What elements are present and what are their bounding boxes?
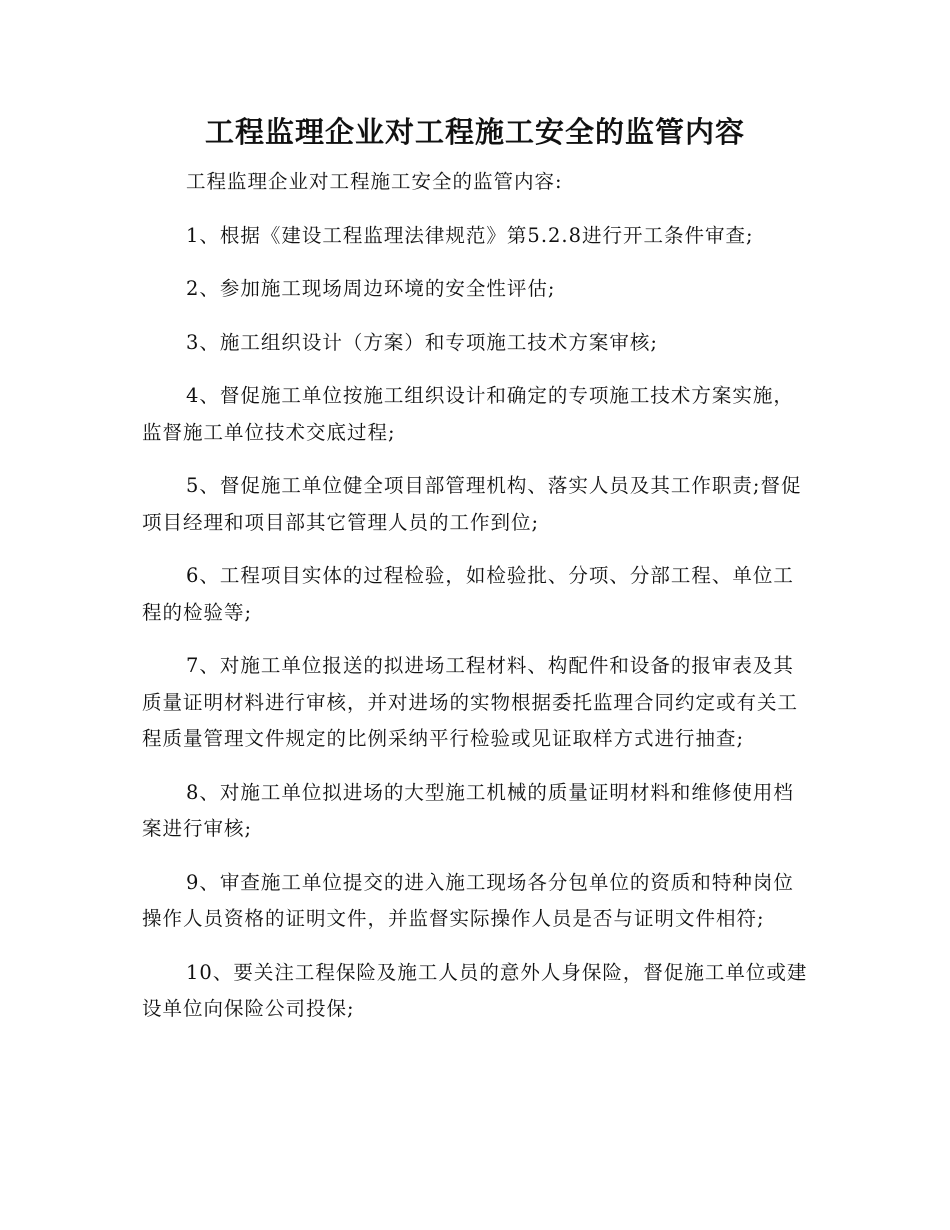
paragraph-item-5: 5、督促施工单位健全项目部管理机构、落实人员及其工作职责;督促项目经理和项目部其它管理人员的工作到位; [142,474,802,534]
paragraph-intro: 工程监理企业对工程施工安全的监管内容: [186,170,563,193]
paragraph-item-6: 6、工程项目实体的过程检验，如检验批、分项、分部工程、单位工程的检验等; [142,564,794,624]
paragraph-item-10: 10、要关注工程保险及施工人员的意外人身保险，督促施工单位或建设单位向保险公司投保; [142,960,808,1020]
paragraph-item-2: 2、参加施工现场周边环境的安全性评估; [186,277,556,300]
paragraph-item-8: 8、对施工单位拟进场的大型施工机械的质量证明材料和维修使用档案进行审核; [142,780,794,840]
document-title: 工程监理企业对工程施工安全的监管内容 [204,115,745,149]
paragraph-item-3: 3、施工组织设计（方案）和专项施工技术方案审核; [186,330,658,354]
paragraph-item-1: 1、根据《建设工程监理法律规范》第5.2.8进行开工条件审查; [186,223,754,247]
paragraph-item-7: 7、对施工单位报送的拟进场工程材料、构配件和设备的报审表及其质量证明材料进行审核，并对进场的实物根据委托监理合同约定或有关工程质量管理文件规定的比例采纳平行检验或见证取样方式进行抽查; [142,654,799,750]
paragraph-item-4: 4、督促施工单位按施工组织设计和确定的专项施工技术方案实施，监督施工单位技术交底过程; [142,384,794,444]
document-body [142,164,810,1045]
paragraph-item-9: 9、审查施工单位提交的进入施工现场各分包单位的资质和特种岗位操作人员资格的证明文件，并监督实际操作人员是否与证明文件相符; [142,870,794,930]
